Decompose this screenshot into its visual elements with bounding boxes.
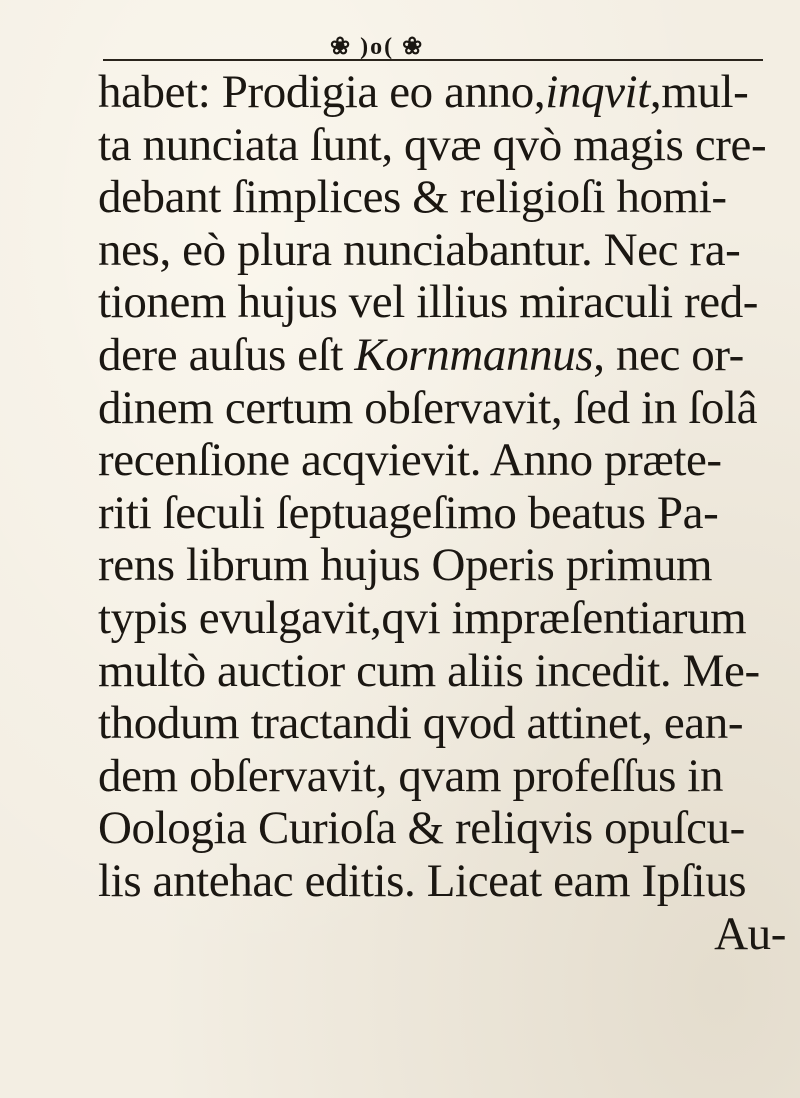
catchword: Au- <box>714 907 786 960</box>
header-ornament: ❀ )o( ❀ <box>330 34 425 60</box>
page-header <box>95 34 785 64</box>
body-text <box>98 66 788 960</box>
text-line: tionem hujus vel illius miraculi red- <box>98 276 759 329</box>
text-line: ta nunciata ſunt, qvæ qvò magis cre- <box>98 118 767 171</box>
text-line: debant ſimplices & religioſi homi- <box>98 171 727 224</box>
text-line: multò auctior cum aliis incedit. Me- <box>98 644 760 697</box>
italic-name: Kornmannus <box>354 328 594 381</box>
text-line: recenſione acqvievit. Anno præte- <box>98 434 722 487</box>
text-line: lis antehac editis. Liceat eam Ipſius <box>98 854 747 907</box>
text-line: thodum tractandi qvod attinet, ean- <box>98 697 744 750</box>
text-line: dere auſus eſt Kornmannus, nec or- <box>98 328 744 381</box>
text-line: nes, eò plura nunciabantur. Nec ra- <box>98 223 741 276</box>
italic-word: inqvit <box>545 66 650 118</box>
text-line: dem obſervavit, qvam profeſſus in <box>98 749 724 802</box>
text-line: Oologia Curioſa & reliqvis opuſcu- <box>98 802 745 855</box>
header-rule <box>103 59 763 61</box>
text-line: typis evulgavit,qvi impræſentiarum <box>98 591 747 644</box>
text-line: riti ſeculi ſeptuageſimo beatus Pa- <box>98 486 719 539</box>
text-line: habet: Prodigia eo anno,inqvit,mul- <box>98 66 749 118</box>
text-line: dinem certum obſervavit, ſed in ſolâ <box>98 381 758 434</box>
text-line: rens librum hujus Operis primum <box>98 539 713 592</box>
